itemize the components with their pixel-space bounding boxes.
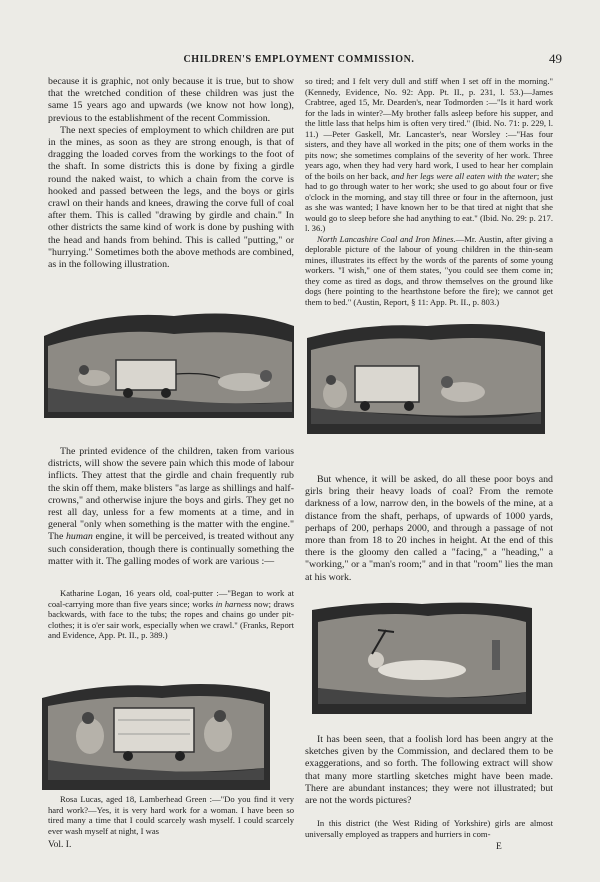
right-column-bottom	[305, 734, 553, 807]
sheet-signature: E	[496, 842, 502, 852]
right-paragraph-5: In this district (the West Riding of Yorkshire) girls are almost universally employed as trappers and hurriers in com-	[305, 818, 553, 839]
right-column-top	[305, 76, 553, 307]
right-paragraph-3: But whence, it will be asked, do all these poor boys and girls bring their heavy loads of coal? From the remote darkness of a low, narrow den, in the bowels of the mine, at a distance from the shaft, perhaps, of upwards of 1000 yards, perhaps of 200, perhaps 2000, and through a passage of not more than from 18 to 20 inches in height. At the end of this there is the gloomy den called a "facing," a "heading," a "working," or a "man's room;" and in that "room" lies the man at his work.	[305, 474, 553, 583]
left-paragraph-2: The next species of employment to which children are put in the mines, as soon as they are strong enough, is that of dragging the loaded corves from the workings to the foot of the shaft. In some districts this is done by fixing a girdle round the naked waist, to which a chain from the corve is hooked and passed between the legs, and the boys or girls crawl on their hands and knees, drawing the corve full of coal after them. This is called "drawing by girdle and chain." In other districts the same kind of work is done by pushing with the head and hands from behind. This is called "putting," or "hurrying." Sometimes both the above methods are combined, as in the following illustration.	[48, 124, 294, 271]
running-header	[36, 51, 562, 68]
left-quote-lucas	[48, 794, 294, 836]
illustration-putting	[42, 678, 270, 790]
volume-signature: Vol. I.	[48, 840, 72, 850]
right-quote-block-1: so tired; and I felt very dull and stiff when I set off in the morning." (Kennedy, Evidence, No. 92: App. Pt. II., p. 231, l. 53.)—James Crabtree, aged 15, Mr. Dearden's, near Todmorden :—"Is it hard work for the lads in winter?—My brother falls asleep before his supper, and the little lass that helps him is often very tired." (Ibid. No. 71: p. 229, l. 11.) —Peter Gaskell, Mr. Lancaster's, near Worsley :—"Has four sisters, and they have all worked in the pits; one of them works in the pits now; she sometimes complains of the severity of her work. Three years ago, when they had very hard work, I used to hear her complain of the boils on her back, and her legs were all eaten with the water; she had to go through water to her work; she used to go about four or five o'clock in the morning, and stay till three or four in the afternoon, just as she was wanted; I have known her to be that tired at night that she would go to sleep before she had anything to eat." (Ibid. No. 29: p. 217. l. 36.)	[305, 76, 553, 233]
left-paragraph-3: The printed evidence of the children, taken from various districts, will show the severe pain which this mode of labour inflicts. They attest that the girdle and chain frequently rub the skin off them, make blisters "as large as shillings and half-crowns," and otherwise injure the boys and girls. They get no rest all day, unless for a few moments at a time, and in general "only when something is the matter with the engine." The human engine, it will be perceived, is treated without any such consideration, though there is continually something the matter with it. The galling modes of work are various :—	[48, 446, 295, 567]
running-title: CHILDREN'S EMPLOYMENT COMMISSION.	[183, 54, 415, 65]
right-column-footer-text	[305, 818, 553, 839]
left-paragraph-1: because it is graphic, not only because it is true, but to show that the wretched condition of these children was just the same 15 years ago and upwards (we know not how long), previous to the establishment of the recent Commission.	[48, 76, 294, 124]
right-paragraph-4: It has been seen, that a foolish lord has been angry at the sketches given by the Commission, and declared them to be exaggerations, and so forth. The following extract will show that many more startling sketches might have been made. There are abundant instances; they were not illustrated; but are not the words pictures?	[305, 734, 553, 807]
quote-rosa-lucas: Rosa Lucas, aged 18, Lamberhead Green :—"Do you find it very hard work?—Yes, it is very hard work for a woman. I have been so tired many a time that I could scarcely wash myself. I could scarcely ever wash myself at night, I was	[48, 794, 294, 836]
left-quote-logan	[48, 588, 294, 641]
right-quote-block-2: North Lancashire Coal and Iron Mines.—Mr. Austin, after giving a deplorable picture of the labour of young children in the thin-seam mines, illustrates its effect by the words of the parents of some young workers. "I wish," one of them states, "you could see them come in; they come as tired as dogs, and throw themselves on the ground like dogs (here pointing to the hearthstone before the fire); we cannot get them to bed." (Austin, Report, § 11: App. Pt. II., p. 803.)	[305, 233, 553, 307]
left-column-top	[48, 76, 294, 271]
illustration-girdle-and-chain	[44, 302, 294, 418]
left-column-middle	[48, 446, 294, 568]
right-column-middle	[305, 474, 553, 584]
illustration-hewer-at-work	[312, 600, 532, 714]
page-number: 49	[549, 51, 562, 66]
illustration-hurrying	[307, 320, 545, 434]
quote-katharine-logan: Katharine Logan, 16 years old, coal-putter :—"Began to work at coal-carrying more than five years since; works in harness now; draws backwards, with face to the tubs; the ropes and chains go under pit-clothes; it is o'er sair work, especially when we crawl." (Franks, Report and Evidence, App. Pt. II., p. 389.)	[48, 588, 294, 640]
